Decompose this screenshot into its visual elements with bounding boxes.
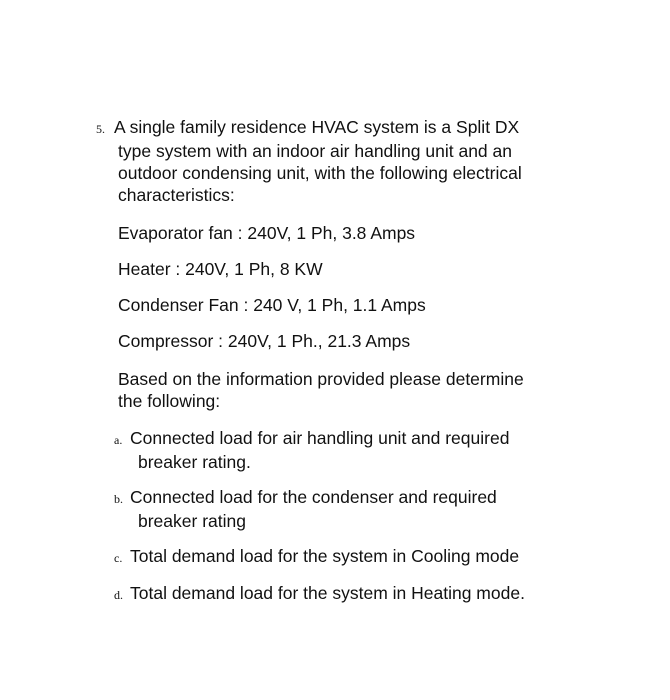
spec-evaporator-fan: Evaporator fan : 240V, 1 Ph, 3.8 Amps bbox=[118, 223, 416, 243]
problem-5 bbox=[96, 116, 596, 206]
instruction-line: Based on the information provided please determine bbox=[118, 369, 524, 389]
question-line bbox=[114, 486, 497, 510]
question-line bbox=[114, 427, 509, 451]
question-text: Connected load for the condenser and required bbox=[130, 487, 497, 507]
spec-heater: Heater : 240V, 1 Ph, 8 KW bbox=[118, 259, 323, 279]
question-text: Total demand load for the system in Heating mode. bbox=[130, 583, 525, 603]
question-a bbox=[114, 427, 509, 473]
question-d bbox=[114, 582, 525, 606]
question-line: breaker rating bbox=[138, 511, 246, 531]
intro-text: A single family residence HVAC system is a Split DX bbox=[114, 117, 520, 137]
spec-compressor: Compressor : 240V, 1 Ph., 21.3 Amps bbox=[118, 331, 411, 351]
question-line bbox=[114, 582, 525, 606]
problem-number: 5. bbox=[96, 122, 105, 136]
instructions bbox=[118, 368, 524, 412]
question-text: Connected load for air handling unit and required bbox=[130, 428, 510, 448]
question-line: breaker rating. bbox=[138, 452, 251, 472]
question-c bbox=[114, 545, 519, 569]
question-b bbox=[114, 486, 497, 532]
instruction-line: the following: bbox=[118, 391, 221, 411]
intro-line: outdoor condensing unit, with the following electrical bbox=[118, 163, 522, 183]
question-letter: b. bbox=[114, 492, 123, 506]
question-letter: a. bbox=[114, 433, 123, 447]
spec-condenser-fan: Condenser Fan : 240 V, 1 Ph, 1.1 Amps bbox=[118, 295, 426, 315]
intro-line bbox=[96, 116, 596, 140]
question-letter: d. bbox=[114, 588, 123, 602]
question-letter: c. bbox=[114, 551, 123, 565]
problem-intro bbox=[96, 116, 596, 206]
intro-line: type system with an indoor air handling unit and an bbox=[118, 141, 512, 161]
intro-line: characteristics: bbox=[118, 185, 235, 205]
question-line bbox=[114, 545, 519, 569]
question-text: Total demand load for the system in Cooling mode bbox=[130, 546, 520, 566]
